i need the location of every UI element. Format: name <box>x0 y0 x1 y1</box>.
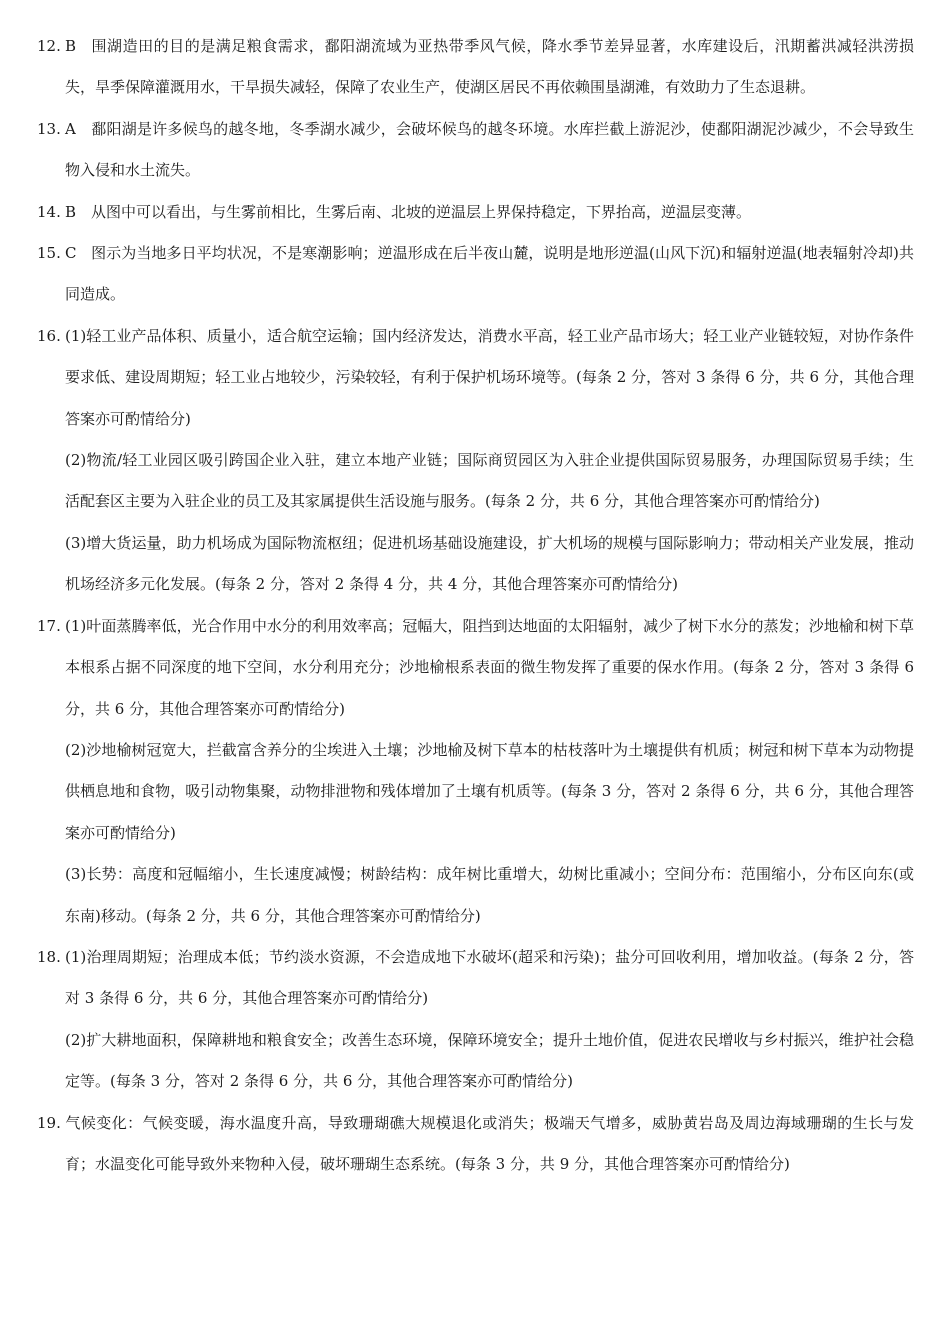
answer-item-17-part-3 <box>37 854 914 937</box>
answer-item-17-part-1 <box>37 606 914 730</box>
explanation-text: (2)沙地榆树冠宽大，拦截富含养分的尘埃进入土壤；沙地榆及树下草本的枯枝落叶为土壤提供有机质；树冠和树下草本为动物提供栖息地和食物，吸引动物集聚，动物排泄物和残体增加了土壤有机质等。(每条 3 分，答对 2 条得 6 分，共 6 分，其他合理答案亦可酌情给分) <box>65 740 914 842</box>
answer-item-16-part-3 <box>37 523 914 606</box>
answer-item-16-part-1 <box>37 316 914 440</box>
answer-choice: C <box>65 244 77 263</box>
answer-item-15 <box>37 233 914 316</box>
answer-item-16-part-2 <box>37 440 914 523</box>
answer-item-18-part-1 <box>37 937 914 1020</box>
answer-item-18-part-2 <box>37 1020 914 1103</box>
explanation-text: (2)扩大耕地面积，保障耕地和粮食安全；改善生态环境，保障环境安全；提升土地价值，促进农民增收与乡村振兴，维护社会稳定等。(每条 3 分，答对 2 条得 6 分，共 6 分，其他合理答案亦可酌情给分) <box>65 1030 914 1091</box>
explanation-text: (1)叶面蒸腾率低，光合作用中水分的利用效率高；冠幅大，阻挡到达地面的太阳辐射，减少了树下水分的蒸发；沙地榆和树下草本根系占据不同深度的地下空间，水分利用充分；沙地榆根系表面的微生物发挥了重要的保水作用。(每条 2 分，答对 3 条得 6 分，共 6 分，其他合理答案亦可酌情给分) <box>65 616 914 718</box>
answer-item-12 <box>37 26 914 109</box>
question-number: 18. <box>37 947 61 966</box>
answer-choice: A <box>65 119 76 138</box>
explanation-text: 围湖造田的目的是满足粮食需求，鄱阳湖流域为亚热带季风气候，降水季节差异显著，水库建设后，汛期蓄洪减轻洪涝损失，旱季保障灌溉用水，干旱损失减轻，保障了农业生产，使湖区居民不再依赖围垦湖滩，有效助力了生态退耕。 <box>65 37 914 97</box>
answer-item-19 <box>37 1103 914 1186</box>
explanation-text: 鄱阳湖是许多候鸟的越冬地，冬季湖水减少，会破坏候鸟的越冬环境。水库拦截上游泥沙，使鄱阳湖泥沙减少，不会导致生物入侵和水土流失。 <box>65 119 914 180</box>
question-number: 19. <box>37 1113 61 1132</box>
answer-choice: B <box>65 37 77 55</box>
question-number: 13. <box>37 119 61 138</box>
explanation-text: 图示为当地多日平均状况，不是寒潮影响；逆温形成在后半夜山麓，说明是地形逆温(山风下沉)和辐射逆温(地表辐射冷却)共同造成。 <box>65 244 914 304</box>
answer-item-13 <box>37 109 914 192</box>
question-number: 14. <box>37 202 61 221</box>
answer-item-17-part-2 <box>37 730 914 854</box>
answer-item-14 <box>37 192 914 233</box>
explanation-text: 气候变化：气候变暖，海水温度升高，导致珊瑚礁大规模退化或消失；极端天气增多，威胁黄岩岛及周边海域珊瑚的生长与发育；水温变化可能导致外来物种入侵，破坏珊瑚生态系统。(每条 3 分，共 9 分，其他合理答案亦可酌情给分) <box>65 1113 914 1173</box>
question-number: 16. <box>37 326 61 345</box>
explanation-text: 从图中可以看出，与生雾前相比，生雾后南、北坡的逆温层上界保持稳定，下界抬高，逆温层变薄。 <box>91 202 752 221</box>
explanation-text: (3)增大货运量，助力机场成为国际物流枢纽；促进机场基础设施建设，扩大机场的规模与国际影响力；带动相关产业发展，推动机场经济多元化发展。(每条 2 分，答对 2 条得 4 分，共 4 分，其他合理答案亦可酌情给分) <box>65 533 914 594</box>
question-number: 12. <box>37 37 61 55</box>
question-number: 17. <box>37 616 61 635</box>
explanation-text: (1)轻工业产品体积、质量小，适合航空运输；国内经济发达，消费水平高，轻工业产品市场大；轻工业产业链较短，对协作条件要求低、建设周期短；轻工业占地较少，污染较轻，有利于保护机场环境等。(每条 2 分，答对 3 条得 6 分，共 6 分，其他合理答案亦可酌情给分) <box>65 326 914 428</box>
question-number: 15. <box>37 244 61 263</box>
explanation-text: (2)物流/轻工业园区吸引跨国企业入驻，建立本地产业链；国际商贸园区为入驻企业提供国际贸易服务，办理国际贸易手续；生活配套区主要为入驻企业的员工及其家属提供生活设施与服务。(每条 2 分，共 6 分，其他合理答案亦可酌情给分) <box>65 451 914 511</box>
explanation-text: (1)治理周期短；治理成本低；节约淡水资源，不会造成地下水破坏(超采和污染)；盐分可回收利用，增加收益。(每条 2 分，答对 3 条得 6 分，共 6 分，其他合理答案亦可酌情给分) <box>65 947 914 1008</box>
explanation-text: (3)长势：高度和冠幅缩小，生长速度减慢；树龄结构：成年树比重增大，幼树比重减小；空间分布：范围缩小，分布区向东(或东南)移动。(每条 2 分，共 6 分，其他合理答案亦可酌情给分) <box>65 865 914 925</box>
answer-choice: B <box>65 202 77 221</box>
